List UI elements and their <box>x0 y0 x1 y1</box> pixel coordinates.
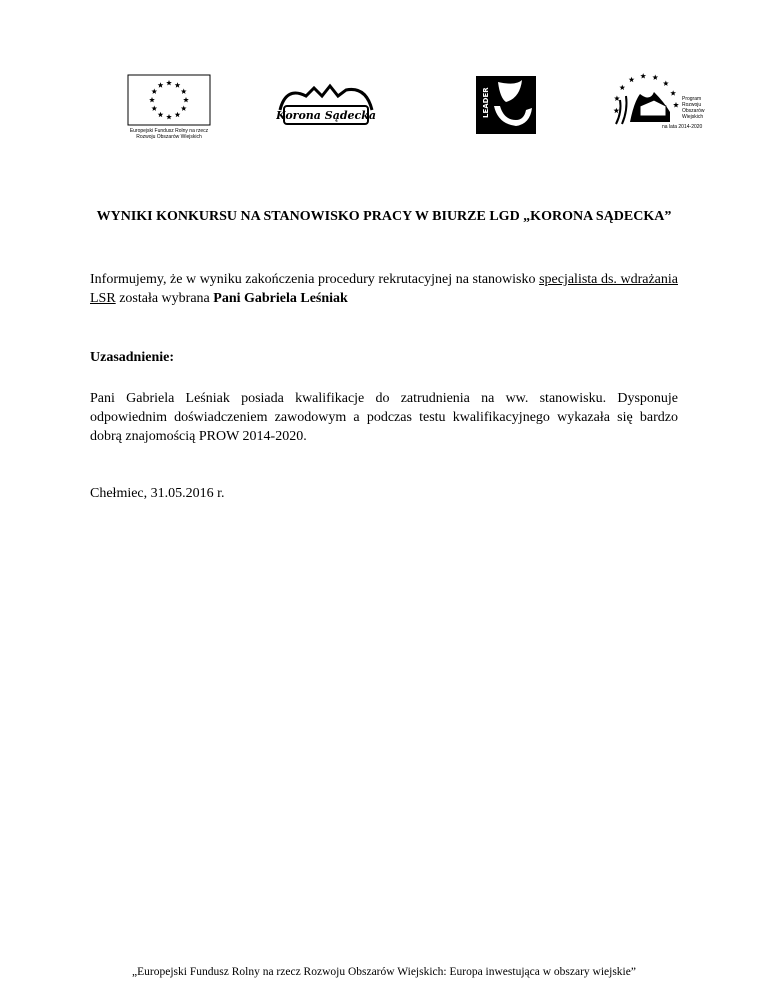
eu-logo <box>110 74 228 144</box>
korona-logo-text: Korona Sądecka <box>276 109 376 122</box>
intro-paragraph <box>90 270 678 308</box>
eu-flag-icon <box>127 74 211 126</box>
prow-star-icon <box>629 77 635 82</box>
page-title: WYNIKI KONKURSU NA STANOWISKO PRACY W BIURZE LGD „KORONA SĄDECKA” <box>96 209 672 224</box>
intro-text-start: Informujemy, że w wyniku zakończenia procedury rekrutacyjnej na stanowisko <box>90 272 540 287</box>
prow-text-line: Program <box>682 96 702 102</box>
logo-bar <box>0 70 768 140</box>
prow-star-icon <box>619 85 625 90</box>
position-name: specjalista ds. wdrażania LSR <box>90 272 678 306</box>
footer-note: „Europejski Fundusz Rolny na rzecz Rozwoju Obszarów Wiejskich: Europa inwestująca w obszary wiejskie” <box>132 966 636 978</box>
prow-text-line: Rozwoju <box>682 102 702 108</box>
justification-paragraph: Pani Gabriela Leśniak posiada kwalifikacje do zatrudnienia na ww. stanowisku. Dysponuje odpowiednim doświadczeniem zawodowym a podczas testu kwalifikacyjnego wykazała się bardzo dobrą znajomością PROW 2014-2020. <box>90 391 678 444</box>
prow-text-line: Obszarów <box>682 108 705 114</box>
justification-heading: Uzasadnienie: <box>90 350 174 365</box>
prow-star-icon <box>670 90 676 95</box>
prow-years: na lata 2014-2020 <box>662 124 703 130</box>
prow-logo <box>610 72 720 136</box>
prow-star-icon <box>614 96 620 101</box>
leader-leaf-icon <box>476 76 536 134</box>
prow-star-icon <box>652 74 658 79</box>
prow-text <box>682 96 705 120</box>
eu-caption-line: Rozwoju Obszarów Wiejskich <box>136 134 202 140</box>
intro-text-middle: została wybrana <box>115 291 214 306</box>
prow-star-icon <box>663 81 669 86</box>
korona-sadecka-logo <box>276 80 376 128</box>
prow-text-line: Wiejskich <box>682 114 704 120</box>
candidate-name: Pani Gabriela Leśniak <box>213 291 348 306</box>
leader-logo <box>476 76 536 134</box>
prow-star-icon <box>673 102 679 107</box>
prow-emblem-icon <box>610 72 680 130</box>
eu-caption <box>110 128 228 140</box>
prow-star-icon <box>614 108 620 113</box>
prow-star-icon <box>640 73 646 78</box>
eu-caption-line: Europejski Fundusz Rolny na rzecz <box>129 128 209 134</box>
leader-logo-text: LEADER <box>482 87 490 118</box>
place-date: Chełmiec, 31.05.2016 r. <box>90 486 225 501</box>
korona-mountain-icon <box>276 80 376 128</box>
